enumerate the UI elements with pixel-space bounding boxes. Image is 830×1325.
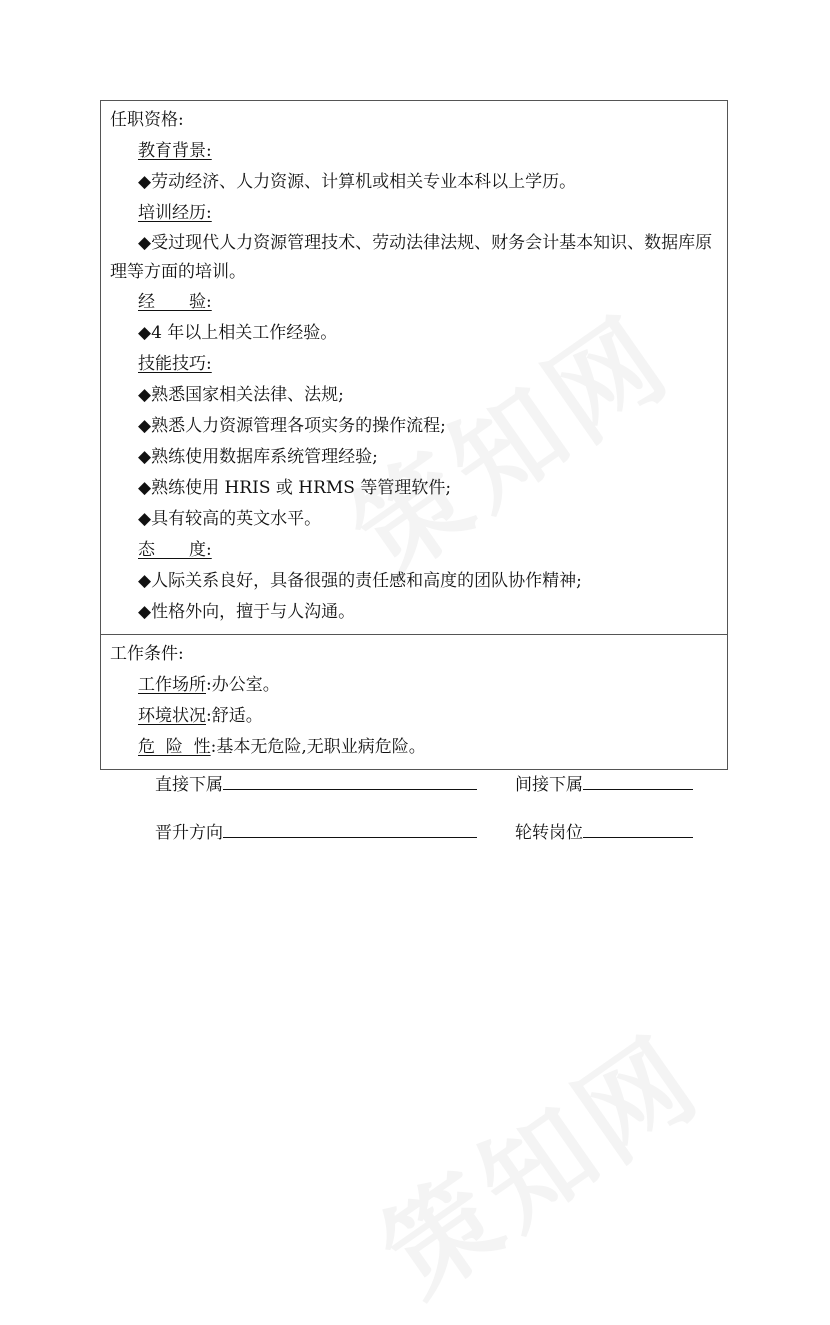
training-label: 培训经历: xyxy=(138,203,212,223)
conditions-cell xyxy=(101,635,728,770)
indirect-subordinate-blank[interactable] xyxy=(583,771,693,790)
skills-item: ◆熟练使用数据库系统管理经验; xyxy=(138,447,378,467)
skills-item: ◆熟悉人力资源管理各项实务的操作流程; xyxy=(138,416,446,436)
skills-label: 技能技巧: xyxy=(138,354,212,374)
environment-row xyxy=(110,701,718,732)
education-label: 教育背景: xyxy=(138,141,212,161)
risk-label: 危 险 性 xyxy=(138,737,211,757)
rotation-label: 轮转岗位 xyxy=(515,823,583,843)
attitude-label: 态 度: xyxy=(138,540,212,560)
education-item: ◆劳动经济、人力资源、计算机或相关专业本科以上学历。 xyxy=(138,172,577,192)
watermark xyxy=(347,993,728,1325)
qualifications-cell xyxy=(101,101,728,635)
rotation-field xyxy=(515,818,693,843)
direct-subordinate-blank[interactable] xyxy=(223,771,477,790)
workplace-label: 工作场所 xyxy=(138,675,206,695)
job-description-table xyxy=(100,100,728,770)
risk-row xyxy=(110,732,718,763)
qualifications-heading: 任职资格: xyxy=(110,110,184,130)
attitude-item: ◆人际关系良好，具备很强的责任感和高度的团队协作精神; xyxy=(138,571,582,591)
skills-item: ◆熟练使用 HRIS 或 HRMS 等管理软件; xyxy=(138,478,452,498)
direct-subordinate-label: 直接下属 xyxy=(155,775,223,795)
environment-value: :舒适。 xyxy=(206,706,263,726)
indirect-subordinate-field xyxy=(515,770,693,795)
experience-label: 经 验: xyxy=(138,292,212,312)
skills-item: ◆具有较高的英文水平。 xyxy=(138,509,322,529)
workplace-value: :办公室。 xyxy=(206,675,280,695)
training-item: ◆受过现代人力资源管理技术、劳动法律法规、财务会计基本知识、数据库原理等方面的培训。 xyxy=(110,233,713,282)
direct-subordinate-field xyxy=(155,770,477,795)
skills-item: ◆熟悉国家相关法律、法规; xyxy=(138,385,344,405)
workplace-row xyxy=(110,670,718,701)
conditions-heading: 工作条件: xyxy=(110,644,184,664)
experience-item: ◆4 年以上相关工作经验。 xyxy=(138,323,338,343)
rotation-blank[interactable] xyxy=(583,819,693,838)
promotion-field xyxy=(155,818,477,843)
risk-value: :基本无危险,无职业病危险。 xyxy=(210,737,426,757)
indirect-subordinate-label: 间接下属 xyxy=(515,775,583,795)
attitude-item: ◆性格外向，擅于与人沟通。 xyxy=(138,602,356,622)
promotion-label: 晋升方向 xyxy=(155,823,223,843)
promotion-blank[interactable] xyxy=(223,819,477,838)
environment-label: 环境状况 xyxy=(138,706,206,726)
